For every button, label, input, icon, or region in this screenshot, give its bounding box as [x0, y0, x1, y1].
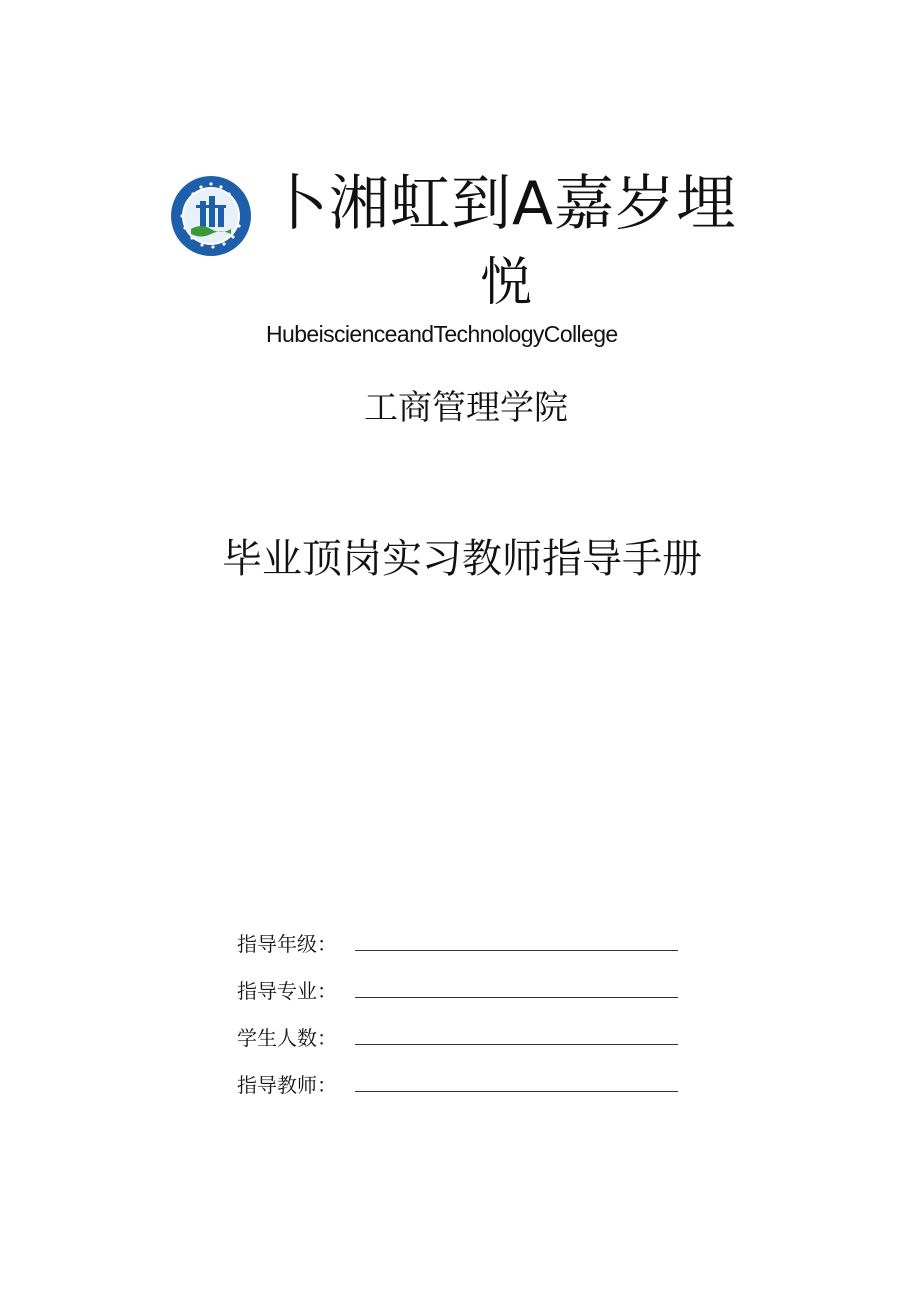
field-grade-blank[interactable]: [355, 950, 678, 951]
field-teacher: [237, 1063, 682, 1099]
field-teacher-blank[interactable]: [355, 1091, 678, 1092]
document-title: 毕业顶岗实习教师指导手册: [222, 536, 702, 582]
field-grade-label: 指导年级：: [237, 932, 337, 956]
college-name-chinese-line1: 卜湘虹到A嘉岁埋: [268, 169, 738, 239]
school-name: 工商管理学院: [364, 388, 568, 428]
field-major-blank[interactable]: [355, 997, 678, 998]
info-fields: [237, 922, 682, 1110]
field-grade: [237, 922, 682, 958]
field-major-label: 指导专业：: [237, 979, 337, 1003]
field-teacher-label: 指导教师：: [237, 1073, 337, 1097]
field-student-count-label: 学生人数：: [237, 1026, 337, 1050]
college-name-english: HubeiscienceandTechnologyCollege: [266, 321, 618, 347]
college-seal-icon: [169, 174, 253, 258]
college-name-chinese-line2: 悦: [480, 253, 533, 313]
college-logo: [169, 174, 253, 258]
field-student-count: [237, 1016, 682, 1052]
field-student-count-blank[interactable]: [355, 1044, 678, 1045]
field-major: [237, 969, 682, 1005]
